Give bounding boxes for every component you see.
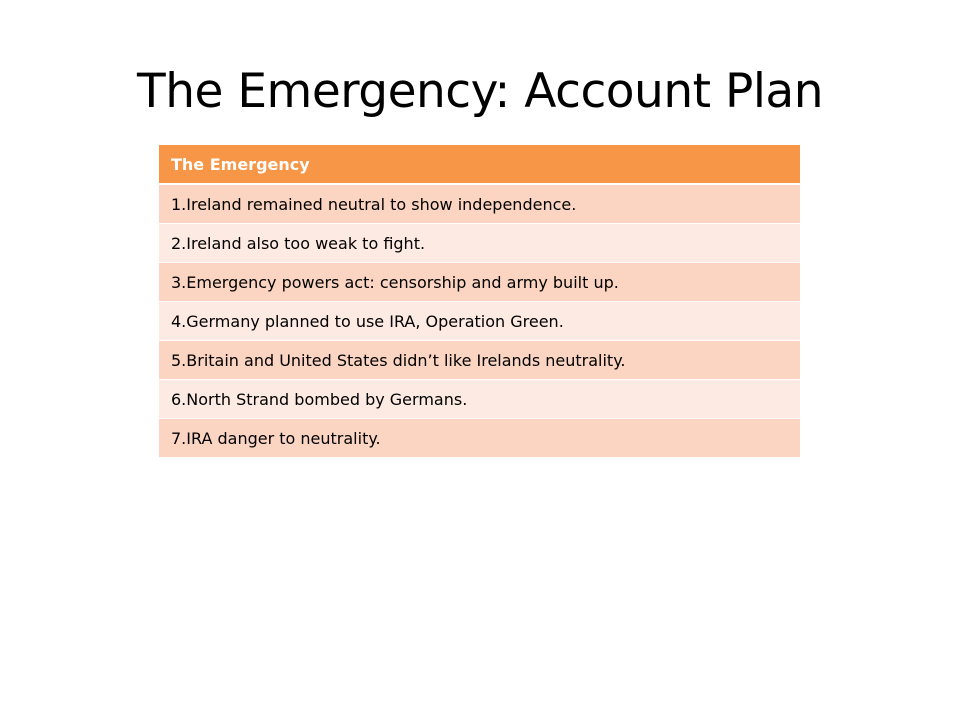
table-cell: 5.Britain and United States didn’t like Irelands neutrality. [159,341,800,380]
table-header-row [159,145,800,184]
table-row [159,263,800,302]
table-row [159,380,800,419]
table-header-cell: The Emergency [159,145,800,184]
table-cell: 7.IRA danger to neutrality. [159,419,800,458]
table-cell: 4.Germany planned to use IRA, Operation Green. [159,302,800,341]
slide-title: The Emergency: Account Plan [137,64,823,119]
table-row [159,419,800,458]
table-row [159,302,800,341]
table-row [159,184,800,224]
account-plan-table [159,145,800,457]
table-cell: 3.Emergency powers act: censorship and army built up. [159,263,800,302]
table-cell: 6.North Strand bombed by Germans. [159,380,800,419]
table-row [159,341,800,380]
table-cell: 1.Ireland remained neutral to show independence. [159,184,800,224]
table-cell: 2.Ireland also too weak to fight. [159,224,800,263]
table-row [159,224,800,263]
